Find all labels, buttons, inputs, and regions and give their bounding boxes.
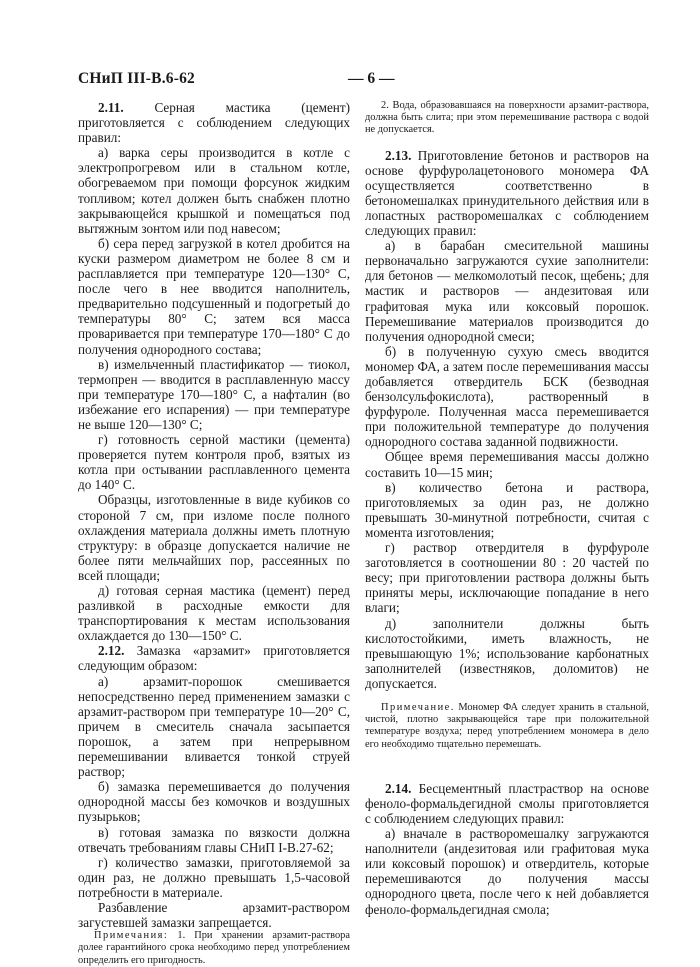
section-2-12-intro: 2.12. Замазка «арзамит» приготовляется следующим образом: <box>78 643 350 674</box>
paragraph: г) раствор отвердителя в фурфуроле заготовляется в соотношении 80 : 20 частей по весу; при приготовлении раствора должны быть приняты меры, исключающие попадание в него влаги; <box>365 540 649 616</box>
section-number: 2.13. <box>385 147 412 163</box>
paragraph: б) в полученную сухую смесь вводится мономер ФА, а затем после перемешивания массы добавляется отвердитель БСК (безводная бензолсульфокислота), растворенный в фурфуроле. Полученная масса перемешивается при положительной температуре до получения однородного состава заданной подвижности. <box>365 343 649 450</box>
left-column <box>78 100 350 967</box>
paragraph: Общее время перемешивания массы должно составить 10—15 мин; <box>365 449 649 480</box>
paragraph: б) замазка перемешивается до получения однородной массы без комочков и воздушных пузырьков; <box>78 779 350 825</box>
paragraph: а) арзамит-порошок смешивается непосредственно перед применением замазки с арзамит-раствором при температуре 10—20° С, причем в смеситель сначала засыпается порошок, а затем при непрерывном перемешивании вливается тонкой струей раствор; <box>78 673 350 780</box>
paragraph: д) заполнители должны быть кислотостойкими, иметь влажность, не превышающую 1%; использование карбонатных заполнителей (известняков, доломитов) не допускается. <box>365 615 649 691</box>
note-block: Примечание. Мономер ФА следует хранить в стальной, чистой, плотно закрывающейся таре при положительной температуре воздуха; перед употреблением мономера в дело его необходимо тщательно перемешать. <box>365 701 649 750</box>
paragraph: д) готовая серная мастика (цемент) перед разливкой в расходные емкости для транспортирования к местам использования охлаждается до 130—150° С. <box>78 583 350 644</box>
paragraph: г) количество замазки, приготовляемой за один раз, не должно превышать 1,5-часовой потребности в материале. <box>78 854 350 900</box>
paragraph: б) сера перед загрузкой в котел дробится на куски размером диаметром не более 8 см и расплавляется при температуре 120—130° С, после чего в нее вводится наполнитель, предварительно подсушенный и подогретый до температуры 80° С; затем вся масса проваривается при температуре 170—180° С до получения однородного состава; <box>78 235 350 357</box>
paragraph: Образцы, изготовленные в виде кубиков со стороной 7 см, при изломе после полного охлаждения материала должны иметь плотную структуру: в образце допускается наличие не более пяти мельчайших пор, рассеянных по всей площади; <box>78 492 350 583</box>
section-number: 2.14. <box>385 780 412 796</box>
page-number: — 6 — <box>348 70 395 87</box>
paragraph: в) измельченный пластификатор — тиокол, термопрен — вводится в расплавленную массу при температуре 170—180° С, а нафталин (во избежание его испарения) — при температуре не выше 120—130° С; <box>78 356 350 432</box>
paragraph: Разбавление арзамит-раствором загустевшей замазки запрещается. <box>78 899 350 931</box>
paragraph: в) количество бетона и раствора, приготовляемых за один раз, не должно превышать 30-минутной потребности, считая с момента изготовления; <box>365 479 649 540</box>
notes-label: Примечания: <box>94 930 169 942</box>
section-number: 2.12. <box>98 643 125 659</box>
page-header <box>78 70 650 90</box>
paragraph: г) готовность серной мастики (цемента) проверяется путем контроля проб, взятых из котла при остывании расплавленного цемента до 140° С. <box>78 432 350 493</box>
section-2-11-intro: 2.11. Серная мастика (цемент) приготовляется с соблюдением следующих правил: <box>78 100 351 146</box>
paragraph: а) в барабан смесительной машины первоначально загружаются сухие заполнители: для бетонов — мелкомолотый песок, щебень; для мастик и растворов — андезитовая или графитовая мука или коксовый порошок. Перемешивание материалов производится до получения однородной смеси; <box>365 238 649 344</box>
section-2-13-intro: 2.13. Приготовление бетонов и растворов на основе фурфуролацетонового мономера ФА осуществляется соответственно в бетономешалках принудительного действия или в лопастных растворомешалках с соблюдением следующих правил: <box>365 147 649 239</box>
paragraph: в) готовая замазка по вязкости должна отвечать требованиям главы СНиП I-В.27-62; <box>78 824 350 855</box>
note-2: 2. Вода, образовавшаяся на поверхности арзамит-раствора, должна быть слита; при этом перемешивание раствора с водой не допускается. <box>365 100 649 136</box>
paragraph: а) вначале в растворомешалку загружаются наполнители (андезитовая или графитовая мука или коксовый порошок) и отвердитель, которые перемешиваются до получения массы однородного цвета, после чего к ней добавляется феноло-формальдегидная смола; <box>365 826 649 917</box>
document-code: СНиП III-В.6-62 <box>78 70 195 87</box>
notes-block: Примечания: 1. При хранении арзамит-раствора долее гарантийного срока необходимо перед употреблением определить его пригодность. <box>78 930 350 966</box>
section-2-14-intro: 2.14. Бесцементный пластраствор на основе феноло-формальдегидной смолы приготовляется с соблюдением следующих правил: <box>365 780 649 826</box>
right-column <box>365 100 649 917</box>
paragraph: а) варка серы производится в котле с электропрогревом или в стальном котле, обогреваемом при помощи форсунок жидким топливом; котел должен быть снабжен плотно закрывающейся крышкой и помещаться под вытяжным зонтом или под навесом; <box>78 145 350 236</box>
note-label: Примечание. <box>381 701 455 713</box>
section-number: 2.11. <box>98 100 124 115</box>
